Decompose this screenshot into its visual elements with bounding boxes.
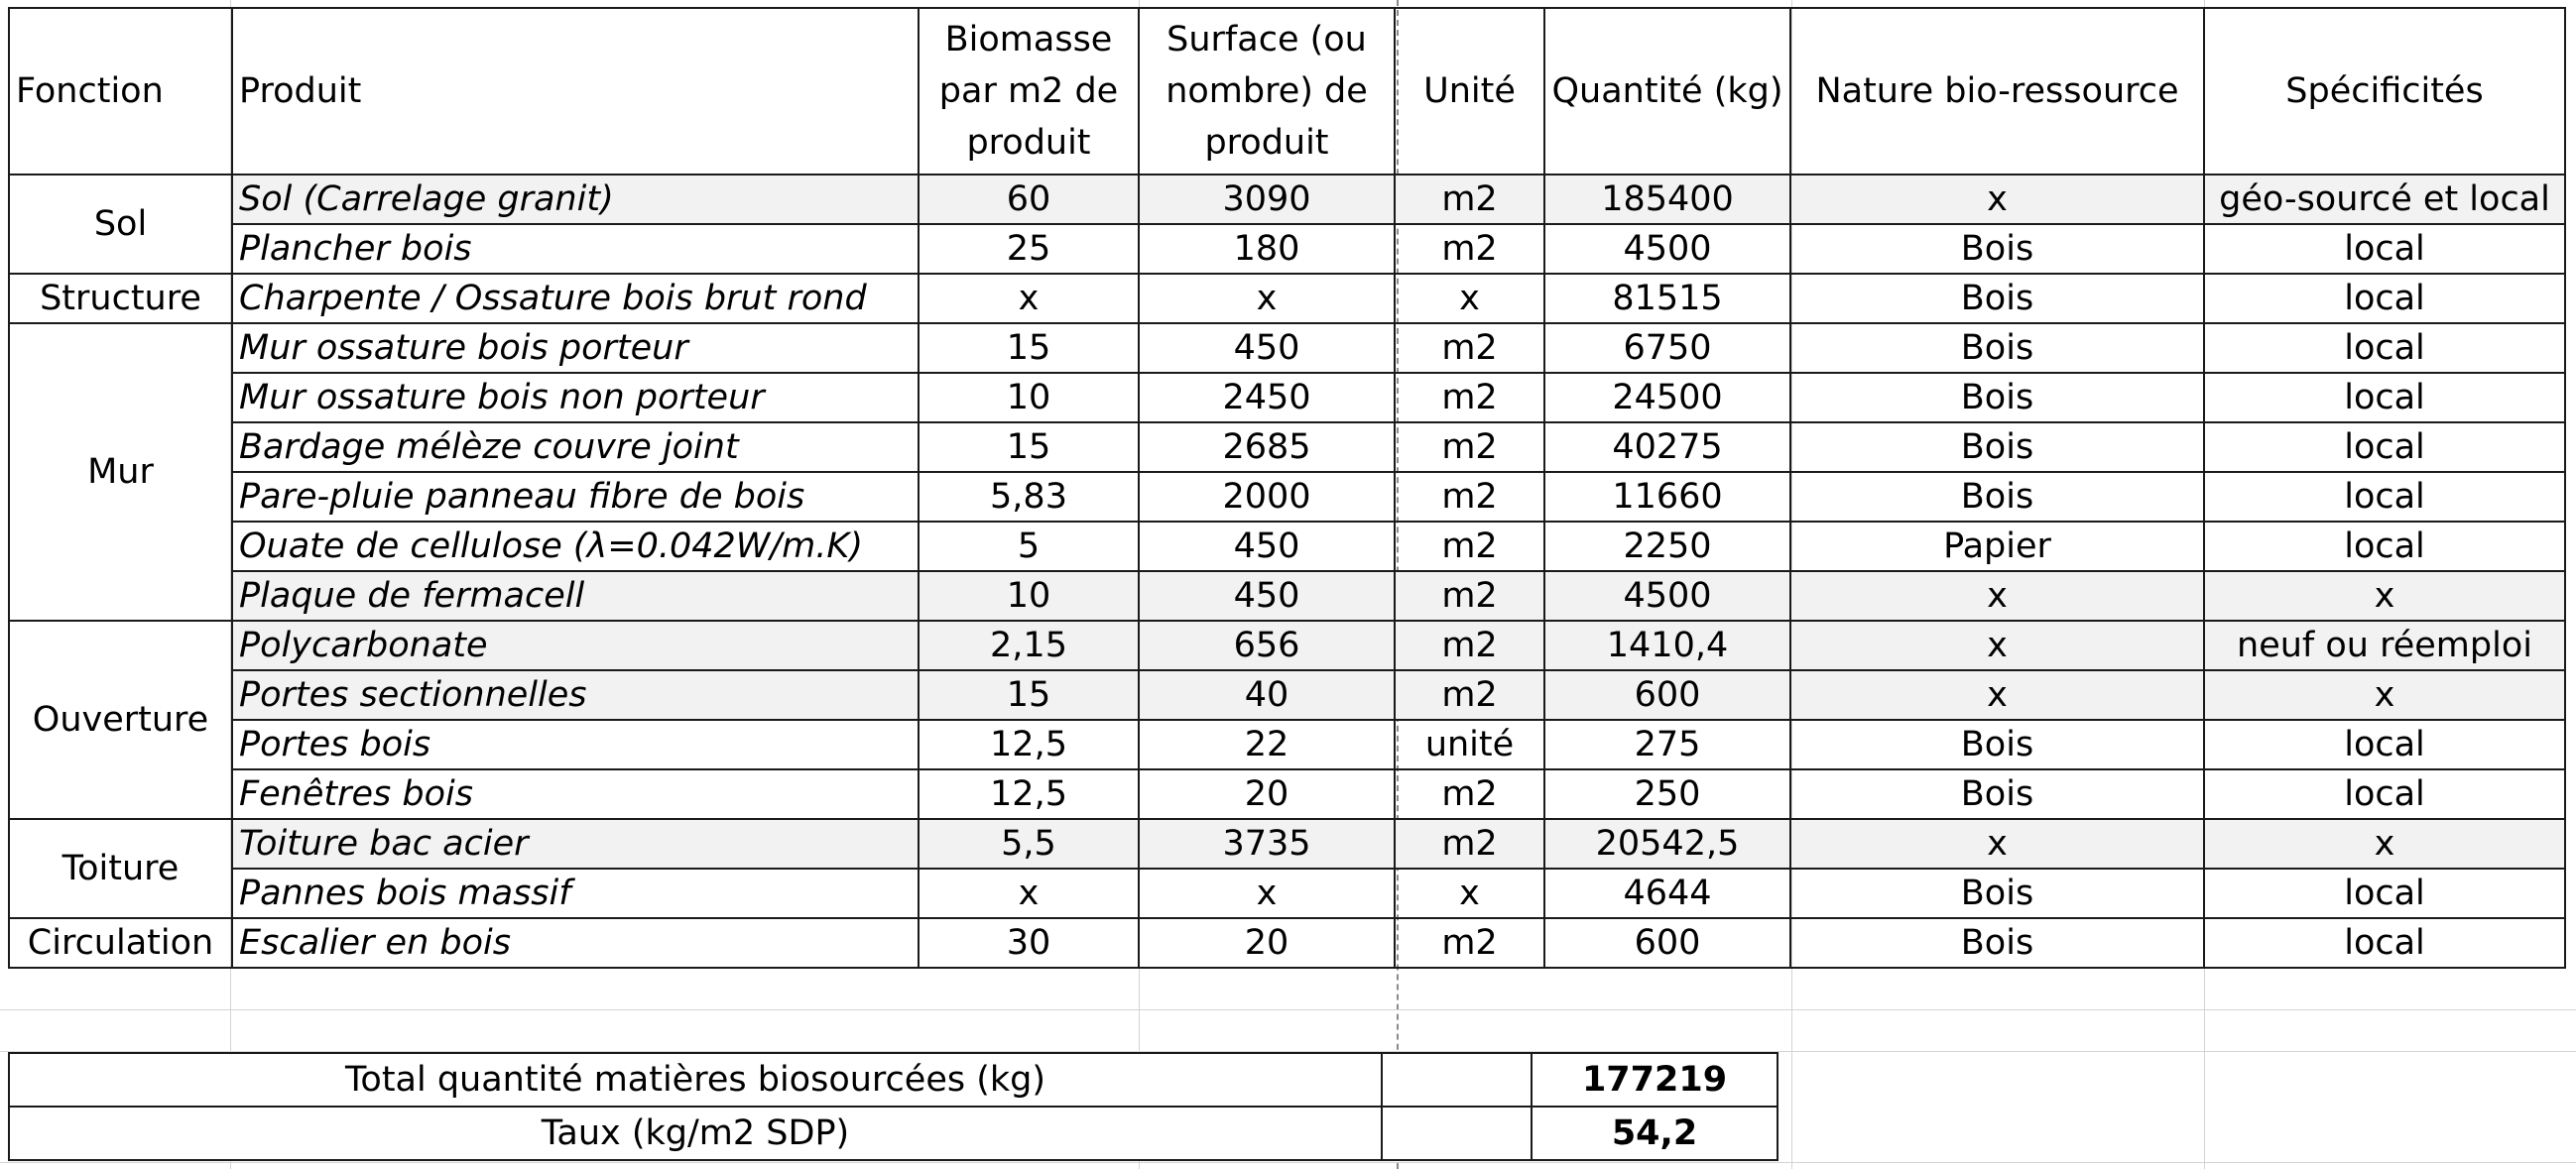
produit-cell[interactable]: Fenêtres bois (232, 769, 919, 819)
nature-cell[interactable]: Bois (1790, 422, 2204, 472)
header-quantite[interactable]: Quantité (kg) (1544, 8, 1790, 175)
produit-cell[interactable]: Toiture bac acier (232, 819, 919, 869)
produit-cell[interactable]: Ouate de cellulose (λ=0.042W/m.K) (232, 522, 919, 571)
biomasse-cell[interactable]: 10 (919, 571, 1139, 621)
surface-cell[interactable]: 180 (1139, 224, 1395, 274)
produit-cell[interactable]: Pannes bois massif (232, 869, 919, 918)
biomass-table (8, 7, 2566, 969)
table-row (9, 373, 2565, 422)
biomasse-cell[interactable]: 15 (919, 422, 1139, 472)
nature-cell[interactable]: Bois (1790, 472, 2204, 522)
surface-cell[interactable]: 3090 (1139, 175, 1395, 224)
table-row (9, 769, 2565, 819)
quantite-cell[interactable]: 24500 (1544, 373, 1790, 422)
specificites-cell[interactable]: x (2204, 571, 2565, 621)
nature-cell[interactable]: x (1790, 571, 2204, 621)
surface-cell[interactable]: 22 (1139, 720, 1395, 769)
biomasse-cell[interactable]: x (919, 869, 1139, 918)
biomasse-cell[interactable]: 15 (919, 323, 1139, 373)
produit-cell[interactable]: Mur ossature bois porteur (232, 323, 919, 373)
produit-cell[interactable]: Bardage mélèze couvre joint (232, 422, 919, 472)
specificites-cell[interactable]: local (2204, 769, 2565, 819)
biomasse-cell[interactable]: 15 (919, 670, 1139, 720)
nature-cell[interactable]: Bois (1790, 274, 2204, 323)
table-row (9, 918, 2565, 968)
specificites-cell[interactable]: local (2204, 323, 2565, 373)
quantite-cell[interactable]: 4500 (1544, 224, 1790, 274)
table-row (9, 670, 2565, 720)
fonction-cell[interactable]: Structure (9, 274, 232, 323)
table-row (9, 621, 2565, 670)
unite-cell[interactable]: m2 (1395, 224, 1544, 274)
grid-line (0, 1009, 2576, 1010)
surface-cell[interactable]: 450 (1139, 323, 1395, 373)
fonction-cell[interactable]: Circulation (9, 918, 232, 968)
surface-cell[interactable]: x (1139, 274, 1395, 323)
biomasse-cell[interactable]: 60 (919, 175, 1139, 224)
surface-cell[interactable]: 2450 (1139, 373, 1395, 422)
biomasse-cell[interactable]: 25 (919, 224, 1139, 274)
table-row (9, 472, 2565, 522)
surface-cell[interactable]: 20 (1139, 918, 1395, 968)
unite-cell[interactable]: m2 (1395, 422, 1544, 472)
produit-cell[interactable]: Plaque de fermacell (232, 571, 919, 621)
nature-cell[interactable]: x (1790, 819, 2204, 869)
surface-cell[interactable]: 40 (1139, 670, 1395, 720)
nature-cell[interactable]: Bois (1790, 323, 2204, 373)
biomasse-cell[interactable]: x (919, 274, 1139, 323)
specificites-cell[interactable]: local (2204, 522, 2565, 571)
produit-cell[interactable]: Portes bois (232, 720, 919, 769)
unite-cell[interactable]: unité (1395, 720, 1544, 769)
quantite-cell[interactable]: 81515 (1544, 274, 1790, 323)
table-row (9, 522, 2565, 571)
surface-cell[interactable]: 3735 (1139, 819, 1395, 869)
nature-cell[interactable]: Bois (1790, 224, 2204, 274)
specificites-cell[interactable]: local (2204, 869, 2565, 918)
header-biomasse[interactable]: Biomasse par m2 de produit (919, 8, 1139, 175)
surface-cell[interactable]: 656 (1139, 621, 1395, 670)
header-nature[interactable]: Nature bio-ressource (1790, 8, 2204, 175)
quantite-cell[interactable]: 275 (1544, 720, 1790, 769)
unite-cell[interactable]: x (1395, 869, 1544, 918)
nature-cell[interactable]: Bois (1790, 869, 2204, 918)
nature-cell[interactable]: Bois (1790, 769, 2204, 819)
unite-cell[interactable]: m2 (1395, 571, 1544, 621)
unite-cell[interactable]: m2 (1395, 373, 1544, 422)
specificites-cell[interactable]: x (2204, 819, 2565, 869)
table-row (9, 571, 2565, 621)
biomasse-cell[interactable]: 5,83 (919, 472, 1139, 522)
biomasse-cell[interactable]: 2,15 (919, 621, 1139, 670)
totals-table (8, 1052, 1779, 1161)
unite-cell[interactable]: m2 (1395, 769, 1544, 819)
unite-cell[interactable]: m2 (1395, 918, 1544, 968)
specificites-cell[interactable]: local (2204, 274, 2565, 323)
produit-cell[interactable]: Escalier en bois (232, 918, 919, 968)
unite-cell[interactable]: m2 (1395, 522, 1544, 571)
specificites-cell[interactable]: local (2204, 224, 2565, 274)
biomasse-cell[interactable]: 12,5 (919, 769, 1139, 819)
biomasse-cell[interactable]: 5,5 (919, 819, 1139, 869)
fonction-cell[interactable]: Sol (9, 175, 232, 274)
produit-cell[interactable]: Sol (Carrelage granit) (232, 175, 919, 224)
header-specificites[interactable]: Spécificités (2204, 8, 2565, 175)
taux-label[interactable]: Taux (kg/m2 SDP) (9, 1107, 1382, 1160)
surface-cell[interactable]: 450 (1139, 522, 1395, 571)
table-row (9, 274, 2565, 323)
specificites-cell[interactable]: local (2204, 918, 2565, 968)
unite-cell[interactable]: m2 (1395, 670, 1544, 720)
table-row (9, 224, 2565, 274)
produit-cell[interactable]: Pare-pluie panneau fibre de bois (232, 472, 919, 522)
quantite-cell[interactable]: 185400 (1544, 175, 1790, 224)
specificites-cell[interactable]: local (2204, 422, 2565, 472)
unite-cell[interactable]: m2 (1395, 819, 1544, 869)
quantite-cell[interactable]: 2250 (1544, 522, 1790, 571)
nature-cell[interactable]: Bois (1790, 373, 2204, 422)
total-row (9, 1053, 1778, 1107)
produit-cell[interactable]: Mur ossature bois non porteur (232, 373, 919, 422)
quantite-cell[interactable]: 600 (1544, 918, 1790, 968)
table-row (9, 175, 2565, 224)
surface-cell[interactable]: 2000 (1139, 472, 1395, 522)
quantite-cell[interactable]: 4644 (1544, 869, 1790, 918)
specificites-cell[interactable]: neuf ou réemploi (2204, 621, 2565, 670)
specificites-cell[interactable]: local (2204, 373, 2565, 422)
unite-cell[interactable]: m2 (1395, 621, 1544, 670)
header-row (9, 8, 2565, 175)
quantite-cell[interactable]: 11660 (1544, 472, 1790, 522)
nature-cell[interactable]: x (1790, 175, 2204, 224)
produit-cell[interactable]: Portes sectionnelles (232, 670, 919, 720)
biomasse-cell[interactable]: 10 (919, 373, 1139, 422)
unite-cell[interactable]: m2 (1395, 323, 1544, 373)
unite-cell[interactable]: m2 (1395, 175, 1544, 224)
table-row (9, 422, 2565, 472)
quantite-cell[interactable]: 250 (1544, 769, 1790, 819)
table-row (9, 819, 2565, 869)
quantite-cell[interactable]: 1410,4 (1544, 621, 1790, 670)
quantite-cell[interactable]: 20542,5 (1544, 819, 1790, 869)
total-value[interactable]: 177219 (1532, 1053, 1778, 1107)
header-unite[interactable]: Unité (1395, 8, 1544, 175)
table-row (9, 323, 2565, 373)
specificites-cell[interactable]: local (2204, 720, 2565, 769)
fonction-cell[interactable]: Mur (9, 323, 232, 621)
taux-spacer-cell[interactable] (1382, 1107, 1532, 1160)
table-row (9, 720, 2565, 769)
specificites-cell[interactable]: géo-sourcé et local (2204, 175, 2565, 224)
unite-cell[interactable]: m2 (1395, 472, 1544, 522)
total-spacer-cell[interactable] (1382, 1053, 1532, 1107)
quantite-cell[interactable]: 40275 (1544, 422, 1790, 472)
nature-cell[interactable]: Bois (1790, 720, 2204, 769)
quantite-cell[interactable]: 600 (1544, 670, 1790, 720)
nature-cell[interactable]: Papier (1790, 522, 2204, 571)
unite-cell[interactable]: x (1395, 274, 1544, 323)
specificites-cell[interactable]: x (2204, 670, 2565, 720)
header-fonction[interactable]: Fonction (9, 8, 232, 175)
fonction-cell[interactable]: Ouverture (9, 621, 232, 819)
nature-cell[interactable]: Bois (1790, 918, 2204, 968)
total-label[interactable]: Total quantité matières biosourcées (kg) (9, 1053, 1382, 1107)
surface-cell[interactable]: 20 (1139, 769, 1395, 819)
taux-value[interactable]: 54,2 (1532, 1107, 1778, 1160)
header-produit[interactable]: Produit (232, 8, 919, 175)
header-surface[interactable]: Surface (ou nombre) de produit (1139, 8, 1395, 175)
produit-cell[interactable]: Charpente / Ossature bois brut rond (232, 274, 919, 323)
specificites-cell[interactable]: local (2204, 472, 2565, 522)
produit-cell[interactable]: Polycarbonate (232, 621, 919, 670)
biomasse-cell[interactable]: 5 (919, 522, 1139, 571)
quantite-cell[interactable]: 4500 (1544, 571, 1790, 621)
produit-cell[interactable]: Plancher bois (232, 224, 919, 274)
nature-cell[interactable]: x (1790, 670, 2204, 720)
nature-cell[interactable]: x (1790, 621, 2204, 670)
grid-line (0, 1162, 2576, 1163)
taux-row (9, 1107, 1778, 1160)
biomasse-cell[interactable]: 12,5 (919, 720, 1139, 769)
table-body (9, 175, 2565, 968)
biomasse-cell[interactable]: 30 (919, 918, 1139, 968)
surface-cell[interactable]: 2685 (1139, 422, 1395, 472)
surface-cell[interactable]: 450 (1139, 571, 1395, 621)
quantite-cell[interactable]: 6750 (1544, 323, 1790, 373)
surface-cell[interactable]: x (1139, 869, 1395, 918)
fonction-cell[interactable]: Toiture (9, 819, 232, 918)
table-row (9, 869, 2565, 918)
